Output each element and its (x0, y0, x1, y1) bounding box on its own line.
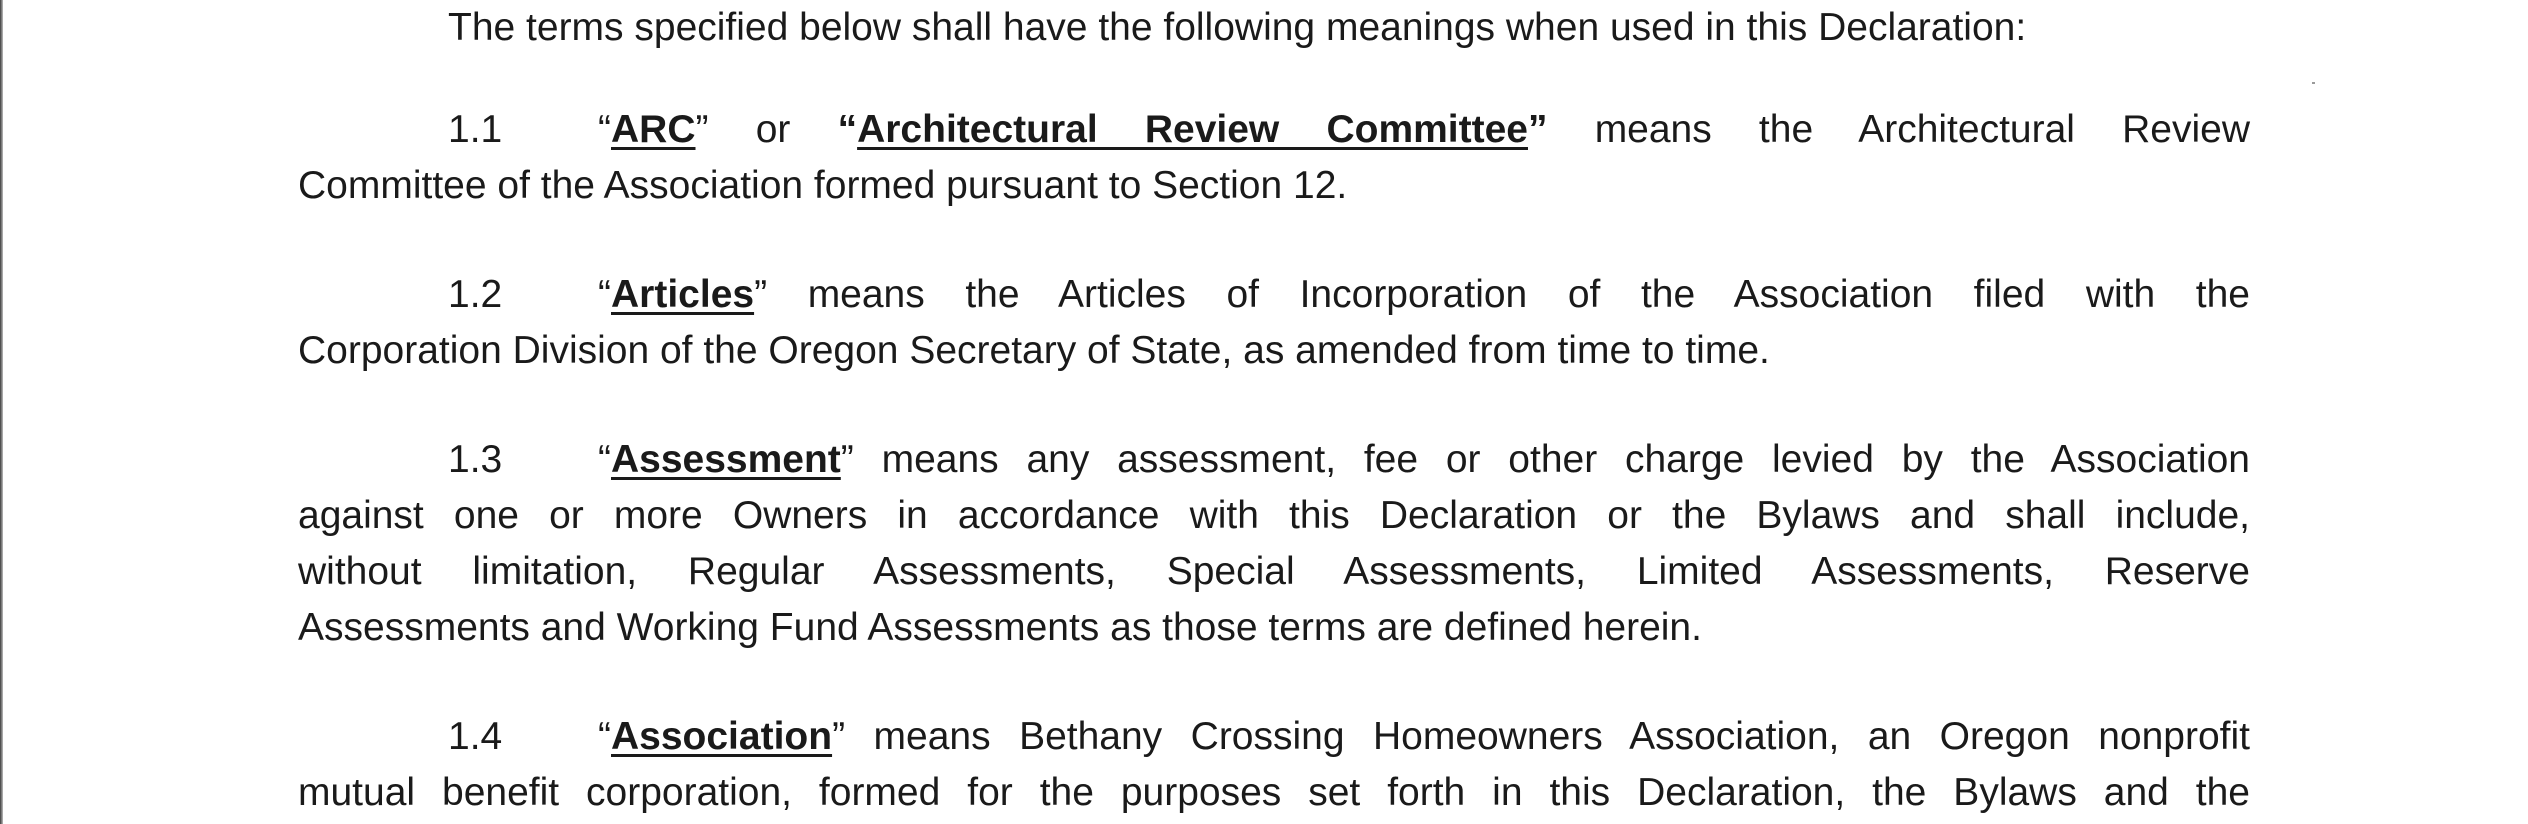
term-architectural-review-committee: Architectural Review Committee (857, 108, 1528, 151)
term-assessment: Assessment (611, 438, 841, 481)
section-number-1-4: 1.4 (448, 715, 503, 758)
section-1-1-line-1 (598, 102, 2250, 158)
term-articles: Articles (611, 273, 755, 316)
open-quote: “ (598, 108, 611, 151)
close-quote: ” (832, 715, 846, 758)
section-1-3-line-2: against one or more Owners in accordance with this Declaration or the Bylaws and shall include, (298, 494, 2250, 537)
section-number-1-2: 1.2 (448, 273, 503, 316)
close-quote: ” (840, 438, 854, 481)
section-1-4-line-1 (598, 709, 2250, 765)
section-1-1-line-2: Committee of the Association formed pursuant to Section 12. (298, 164, 1348, 207)
section-1-3-line-3: without limitation, Regular Assessments, Special Assessments, Limited Assessments, Reserve (298, 550, 2250, 593)
or-text: or (755, 108, 791, 151)
open-quote-bold: “ (837, 108, 858, 151)
section-1-3-line-1 (598, 432, 2250, 488)
term-association: Association (611, 715, 833, 758)
term-arc: ARC (611, 108, 696, 151)
scan-speck (2312, 82, 2315, 84)
open-quote: “ (598, 438, 611, 481)
definition-text: means any assessment, fee or other charge levied by the Association (881, 438, 2250, 481)
close-quote: ” (754, 273, 768, 316)
definition-text: means Bethany Crossing Homeowners Association, an Oregon nonprofit (873, 715, 2250, 758)
section-1-2-line-2: Corporation Division of the Oregon Secretary of State, as amended from time to time. (298, 329, 1770, 372)
section-1-4-line-2: mutual benefit corporation, formed for the purposes set forth in this Declaration, the Bylaws and the (298, 771, 2250, 814)
intro-paragraph: The terms specified below shall have the following meanings when used in this Declaration: (448, 6, 2027, 49)
open-quote: “ (598, 273, 611, 316)
definition-text: means the Architectural Review (1594, 108, 2251, 151)
section-number-1-3: 1.3 (448, 438, 503, 481)
close-quote: ” (695, 108, 709, 151)
close-quote-bold: ” (1527, 108, 1548, 151)
section-number-1-1: 1.1 (448, 108, 503, 151)
scan-edge (0, 0, 3, 824)
section-1-2-line-1 (598, 267, 2250, 323)
section-1-3-line-4: Assessments and Working Fund Assessments as those terms are defined herein. (298, 606, 1702, 649)
definition-text: means the Articles of Incorporation of the Association filed with the (807, 273, 2250, 316)
open-quote: “ (598, 715, 611, 758)
